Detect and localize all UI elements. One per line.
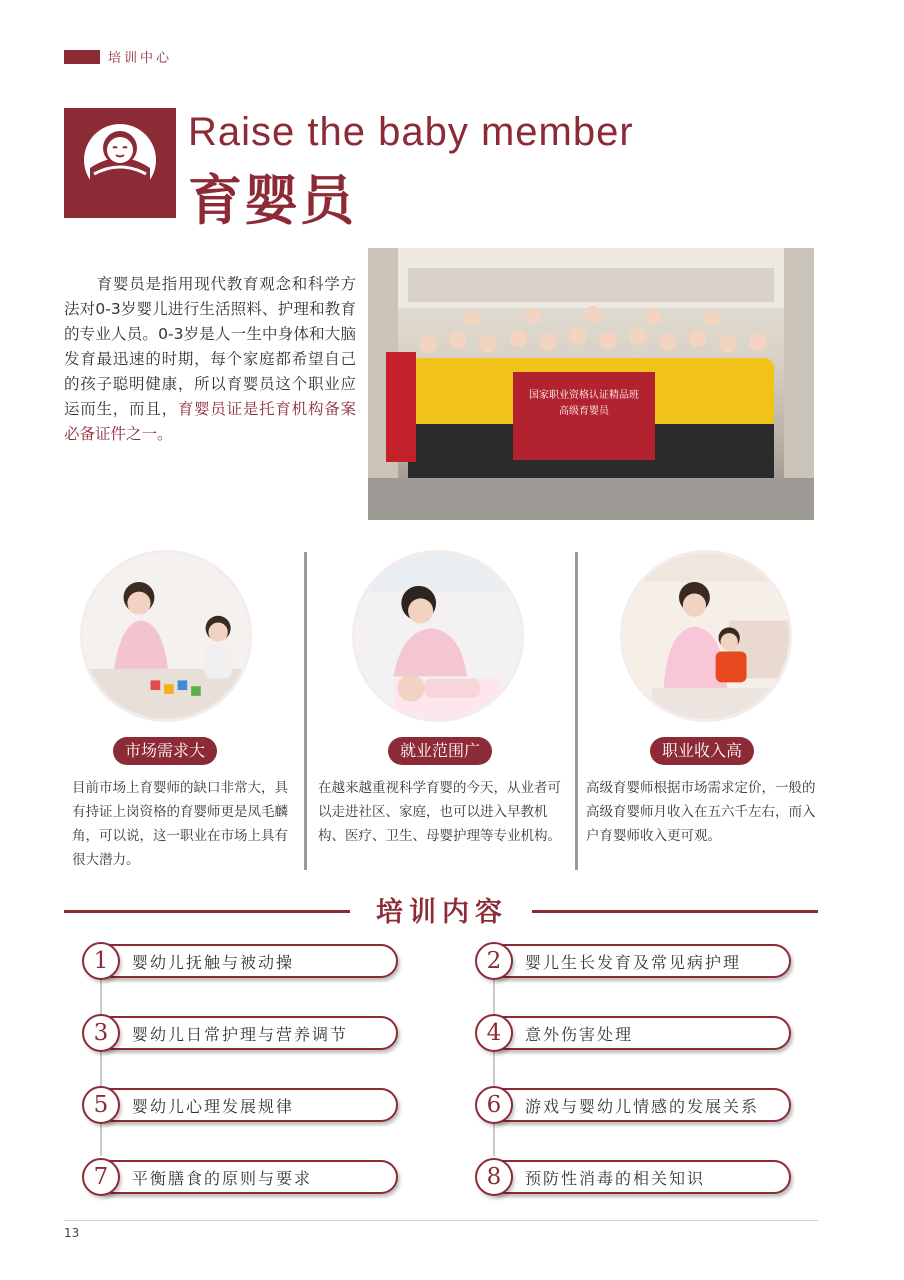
banner-line-2: 高级育婴员: [559, 406, 609, 417]
item-number: 1: [82, 942, 120, 980]
item-label: 平衡膳食的原则与要求: [132, 1169, 313, 1188]
banner-line-1: 国家职业资格认证精品班: [529, 390, 639, 401]
feature-photo-income: [620, 550, 792, 722]
item-number: 4: [475, 1014, 513, 1052]
training-item-3: [82, 1014, 398, 1052]
intro-text: 育婴员是指用现代教育观念和科学方法对0-3岁婴儿进行生活照料、护理和教育的专业人员。0-3岁是人一生中身体和大脑发育最迅速的时期，每个家庭都希望自己的孩子聪明健康，所以育婴员这个职业应运而生，而且，: [64, 275, 356, 418]
feature-title-income: 职业收入高: [650, 737, 754, 765]
training-item-2: [475, 942, 791, 980]
feature-text-income: 高级育婴师根据市场需求定价，一般的高级育婴师月收入在五六千左右，而入户育婴师收入更可观。: [586, 780, 816, 844]
title-english: Raise the baby member: [188, 110, 634, 154]
item-label: 婴幼儿心理发展规律: [132, 1097, 295, 1116]
feature-photo-employment: [352, 550, 524, 722]
section-line-right: [532, 910, 818, 913]
column-divider-2: [575, 552, 578, 870]
group-photo: [368, 248, 814, 520]
training-item-4: [475, 1014, 791, 1052]
training-item-5: [82, 1086, 398, 1124]
item-label: 意外伤害处理: [525, 1025, 634, 1044]
training-item-1: [82, 942, 398, 980]
item-number: 3: [82, 1014, 120, 1052]
item-number: 6: [475, 1086, 513, 1124]
feature-title-employment: 就业范围广: [388, 737, 492, 765]
intro-paragraph: [64, 272, 356, 447]
training-item-6: [475, 1086, 791, 1124]
item-number: 7: [82, 1158, 120, 1196]
training-section-title: 培训内容: [376, 897, 508, 928]
item-number: 8: [475, 1158, 513, 1196]
item-label: 婴儿生长发育及常见病护理: [525, 953, 742, 972]
connector-left: [100, 980, 102, 1156]
item-label: 婴幼儿抚触与被动操: [132, 953, 295, 972]
item-label: 游戏与婴幼儿情感的发展关系: [525, 1097, 760, 1116]
footer-line: [64, 1220, 818, 1221]
connector-right: [493, 980, 495, 1156]
page-number: 13: [64, 1226, 80, 1240]
item-number: 2: [475, 942, 513, 980]
feature-text-employment: 在越来越重视科学育婴的今天，从业者可以走进社区、家庭，也可以进入早教机构、医疗、卫生、母婴护理等专业机构。: [318, 780, 561, 844]
section-line-left: [64, 910, 350, 913]
baby-logo-icon: [64, 108, 176, 218]
title-chinese: 育婴员: [188, 169, 356, 232]
item-label: 婴幼儿日常护理与营养调节: [132, 1025, 349, 1044]
section-label: 培训中心: [108, 51, 173, 66]
feature-title-market: 市场需求大: [113, 737, 217, 765]
feature-text-market: 目前市场上育婴师的缺口非常大，具有持证上岗资格的育婴师更是凤毛麟角，可以说，这一职业在市场上具有很大潜力。: [72, 780, 288, 868]
item-number: 5: [82, 1086, 120, 1124]
feature-photo-market: [80, 550, 252, 722]
column-divider-1: [304, 552, 307, 870]
training-item-7: [82, 1158, 398, 1196]
item-label: 预防性消毒的相关知识: [525, 1169, 706, 1188]
intro-highlight: 育婴员证是托育机构备案必备证件之一。: [64, 400, 356, 443]
training-item-8: [475, 1158, 791, 1196]
header-bar: [64, 50, 100, 64]
